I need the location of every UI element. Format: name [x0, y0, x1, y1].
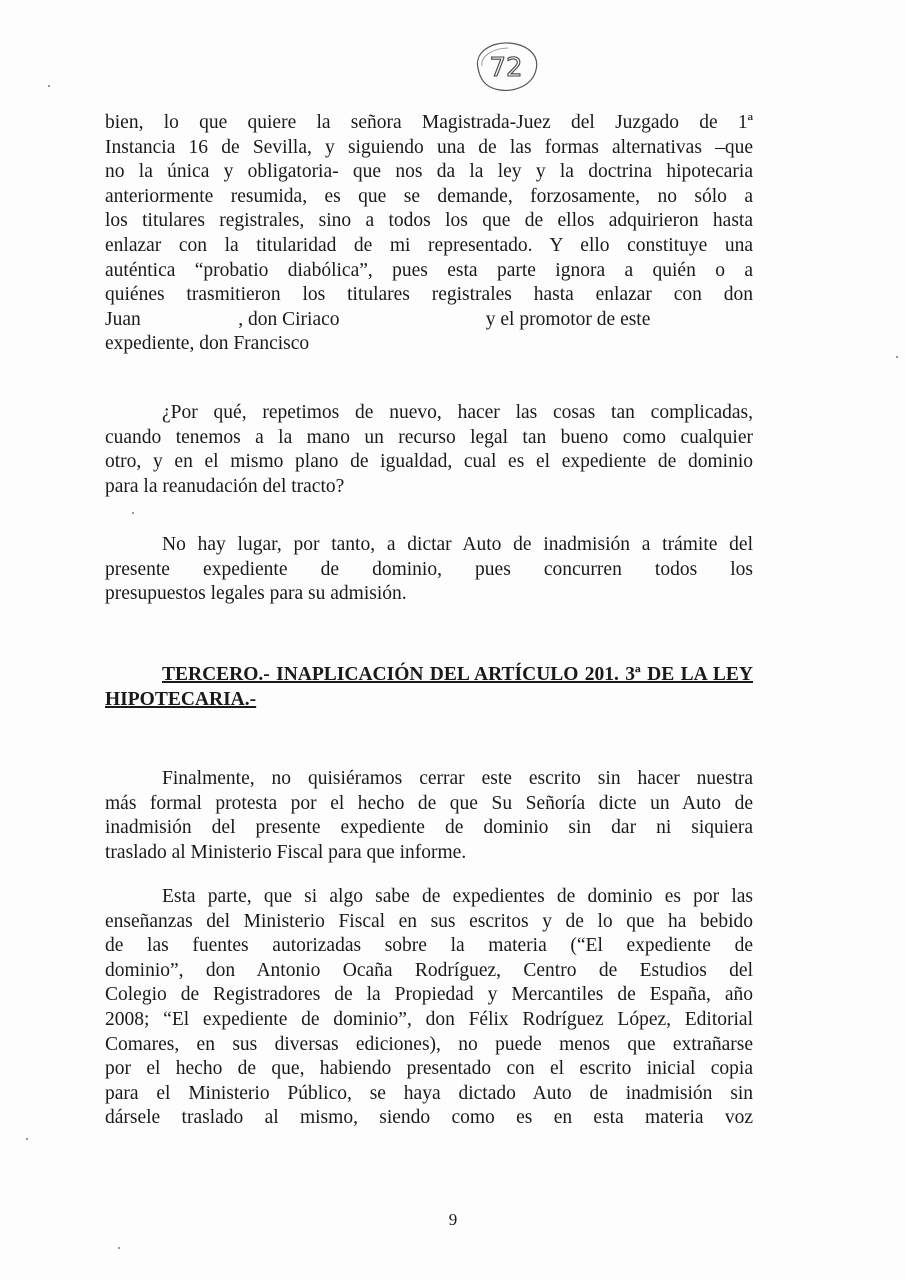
- paragraph-4: [105, 767, 753, 865]
- text-line: enlazar con la titularidad de mi representado. Y ello constituye una: [105, 234, 753, 256]
- text-line: otro, y en el mismo plano de igualdad, cual es el expediente de dominio: [105, 451, 753, 473]
- text-line: de las fuentes autorizadas sobre la materia (“El expediente de: [105, 935, 753, 957]
- text-line: Colegio de Registradores de la Propiedad y Mercantiles de España, año: [105, 984, 753, 1006]
- text-line: ¿Por qué, repetimos de nuevo, hacer las cosas tan complicadas,: [162, 402, 753, 423]
- paragraph-1: [105, 111, 753, 357]
- text-line: para el Ministerio Público, se haya dictado Auto de inadmisión sin: [105, 1082, 753, 1104]
- text-line: más formal protesta por el hecho de que Su Señoría dicte un Auto de: [105, 792, 753, 814]
- text-line: Juan , don Ciriaco y el promotor de este: [105, 308, 651, 330]
- text-line: dársele traslado al mismo, siendo como es en esta materia voz: [105, 1107, 753, 1129]
- text-line: para la reanudación del tracto?: [105, 475, 345, 497]
- scan-speck: [132, 512, 134, 514]
- text-line: 2008; “El expediente de dominio”, don Félix Rodríguez López, Editorial: [105, 1008, 753, 1030]
- scan-speck: [118, 1247, 120, 1249]
- scan-speck: [896, 356, 898, 358]
- scan-speck: [26, 1138, 28, 1140]
- text-line: dominio”, don Antonio Ocaña Rodríguez, Centro de Estudios del: [105, 959, 753, 981]
- heading-line: HIPOTECARIA.-: [105, 688, 257, 710]
- text-line: traslado al Ministerio Fiscal para que informe.: [105, 841, 467, 863]
- stamp-number: 72: [489, 53, 523, 83]
- text-line: auténtica “probatio diabólica”, pues esta parte ignora a quién o a: [105, 259, 753, 281]
- text-line: inadmisión del presente expediente de dominio sin dar ni siquiera: [105, 817, 753, 839]
- text-line: anteriormente resumida, es que se demande, forzosamente, no sólo a: [105, 185, 753, 207]
- text-line: no la única y obligatoria- que nos da la ley y la doctrina hipotecaria: [105, 161, 753, 183]
- text-line: Esta parte, que si algo sabe de expedientes de dominio es por las: [162, 886, 753, 907]
- text-line: presupuestos legales para su admisión.: [105, 583, 407, 605]
- text-line: los titulares registrales, sino a todos los que de ellos adquirieron hasta: [105, 210, 753, 232]
- text-line: presente expediente de dominio, pues concurren todos los: [105, 558, 753, 580]
- scan-speck: [48, 85, 50, 87]
- heading-line: TERCERO.- INAPLICACIÓN DEL ARTÍCULO 201. 3ª DE LA LEY: [162, 664, 753, 685]
- text-line: Instancia 16 de Sevilla, y siguiendo una de las formas alternativas –que: [105, 136, 753, 158]
- text-line: expediente, don Francisco: [105, 333, 310, 355]
- paragraph-3: [105, 533, 753, 607]
- page-number: 9: [448, 1210, 458, 1229]
- text-line: enseñanzas del Ministerio Fiscal en sus escritos y de lo que ha bebido: [105, 910, 753, 932]
- text-line: bien, lo que quiere la señora Magistrada-Juez del Juzgado de 1ª: [105, 112, 753, 133]
- text-line: por el hecho de que, habiendo presentado con el escrito inicial copia: [105, 1058, 753, 1080]
- paragraph-5: [105, 885, 753, 1131]
- paragraph-2: [105, 401, 753, 499]
- handwritten-folio-stamp-icon: [468, 38, 544, 96]
- text-line: Comares, en sus diversas ediciones), no puede menos que extrañarse: [105, 1033, 753, 1055]
- text-line: No hay lugar, por tanto, a dictar Auto de inadmisión a trámite del: [162, 534, 753, 555]
- section-heading: [105, 663, 753, 712]
- text-line: Finalmente, no quisiéramos cerrar este escrito sin hacer nuestra: [162, 768, 753, 789]
- text-line: cuando tenemos a la mano un recurso legal tan bueno como cualquier: [105, 426, 753, 448]
- text-line: quiénes trasmitieron los titulares registrales hasta enlazar con don: [105, 284, 753, 306]
